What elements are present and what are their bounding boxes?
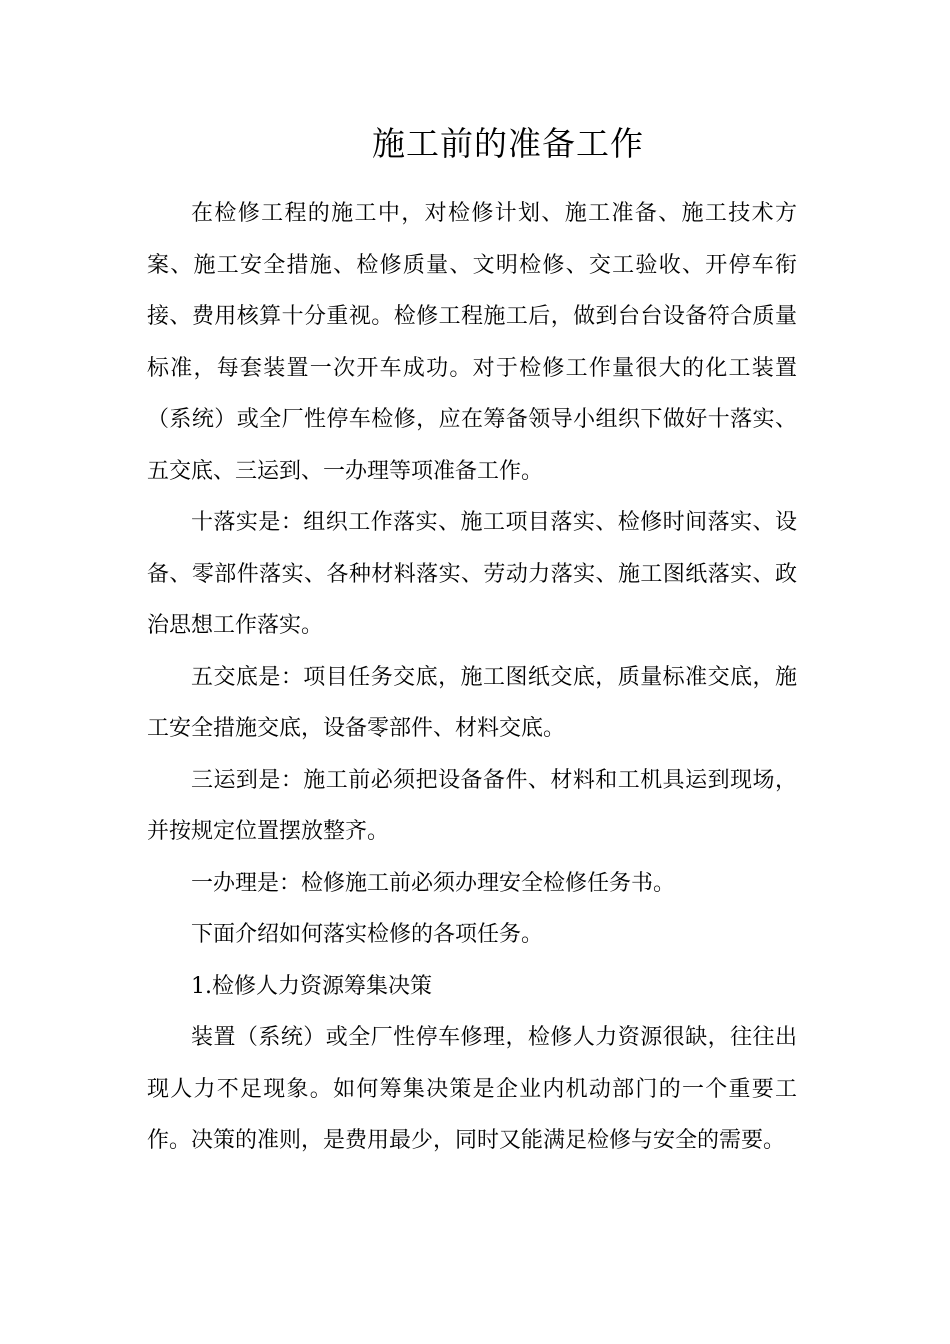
paragraph-line: 案、施工安全措施、检修质量、文明检修、交工验收、开停车衔 (147, 252, 797, 278)
paragraph (147, 858, 797, 910)
paragraph-line: 三运到是：施工前必须把设备备件、材料和工机具运到现场， (191, 767, 797, 793)
paragraph-line: 现人力不足现象。如何筹集决策是企业内机动部门的一个重要工 (147, 1076, 797, 1102)
paragraph-line: 接、费用核算十分重视。检修工程施工后，做到台台设备符合质量 (147, 304, 797, 329)
paragraph-line: 在检修工程的施工中，对检修计划、施工准备、施工技术方 (191, 201, 797, 226)
paragraph (147, 652, 797, 755)
paragraph (147, 961, 797, 1013)
paragraph (147, 755, 797, 858)
paragraph-line: 装置（系统）或全厂性停车修理，检修人力资源很缺，往往出 (191, 1025, 797, 1050)
paragraph-line: 治思想工作落实。 (147, 613, 324, 638)
paragraph (147, 1012, 797, 1167)
paragraph-line: 五交底、三运到、一办理等项准备工作。 (147, 458, 544, 484)
paragraph-line: 1.检修人力资源筹集决策 (191, 973, 432, 999)
paragraph (147, 188, 797, 497)
paragraph-line: （系统）或全厂性停车检修，应在筹备领导小组织下做好十落实、 (147, 407, 797, 432)
paragraph-line: 标准，每套装置一次开车成功。对于检修工作量很大的化工装置 (147, 355, 797, 381)
paragraph-line: 十落实是：组织工作落实、施工项目落实、检修时间落实、设 (191, 510, 797, 535)
document-title: 施工前的准备工作 (372, 124, 644, 163)
paragraph-line: 备、零部件落实、各种材料落实、劳动力落实、施工图纸落实、政 (147, 561, 797, 587)
paragraph-line: 五交底是：项目任务交底，施工图纸交底，质量标准交底，施 (191, 664, 797, 690)
paragraph (147, 909, 797, 961)
paragraph (147, 497, 797, 652)
paragraph-line: 并按规定位置摆放整齐。 (147, 819, 390, 844)
paragraph-line: 下面介绍如何落实检修的各项任务。 (191, 922, 544, 947)
paragraph-line: 作。决策的准则，是费用最少，同时又能满足检修与安全的需要。 (147, 1128, 786, 1153)
paragraph-line: 一办理是：检修施工前必须办理安全检修任务书。 (191, 870, 676, 896)
document-body (147, 188, 797, 1167)
paragraph-line: 工安全措施交底，设备零部件、材料交底。 (147, 716, 566, 741)
